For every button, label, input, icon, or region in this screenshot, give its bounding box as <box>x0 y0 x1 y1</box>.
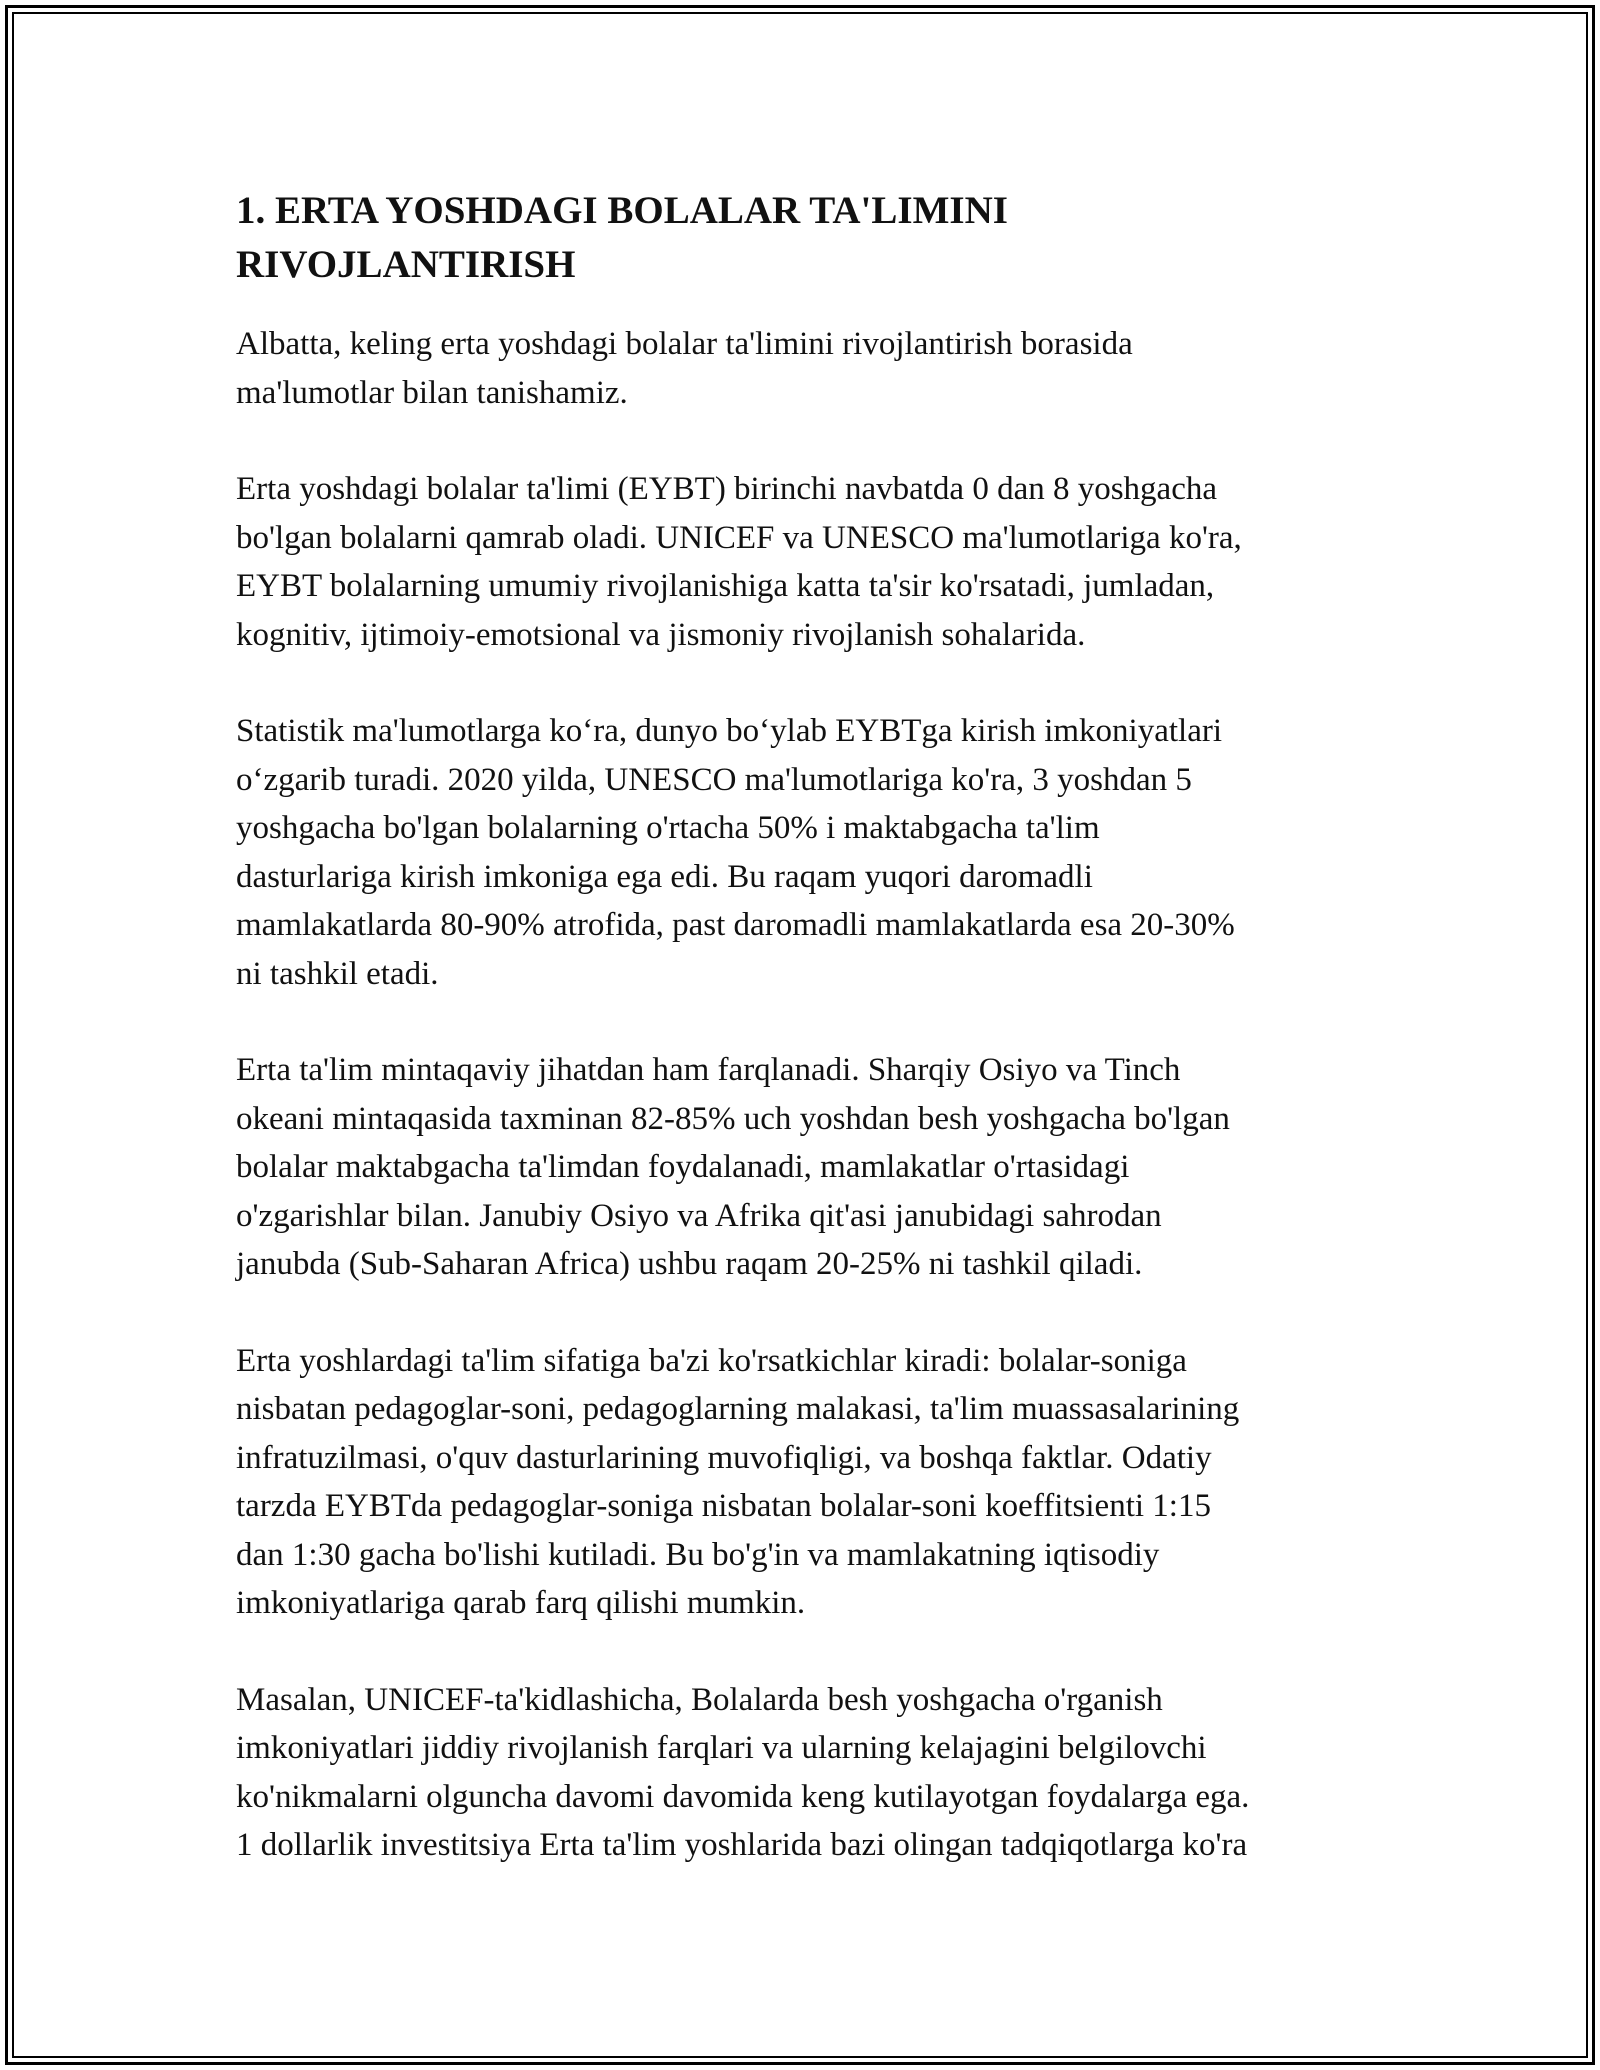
text-line: o'zgarishlar bilan. Janubiy Osiyo va Afrika qit'asi janubidagi sahrodan <box>236 1197 1162 1234</box>
text-line: o‘zgarib turadi. 2020 yilda, UNESCO ma'lumotlariga ko'ra, 3 yoshdan 5 <box>236 761 1192 798</box>
text-line: bolalar maktabgacha ta'limdan foydalanadi, mamlakatlar o'rtasidagi <box>236 1149 1130 1185</box>
text-line: dasturlariga kirish imkoniga ega edi. Bu raqam yuqori daromadli <box>236 858 1093 895</box>
document-body <box>236 184 1376 1870</box>
text-line: janubda (Sub-Saharan Africa) ushbu raqam 20-25% ni tashkil qiladi. <box>236 1246 1143 1282</box>
title-line: 1. ERTA YOSHDAGI BOLALAR TA'LIMINI <box>236 189 1008 232</box>
statistics-paragraph <box>236 707 1376 998</box>
text-line: ma'lumotlar bilan tanishamiz. <box>236 374 628 411</box>
text-line: EYBT bolalarning umumiy rivojlanishiga katta ta'sir ko'rsatadi, jumladan, <box>236 568 1215 604</box>
text-line: infratuzilmasi, o'quv dasturlarining muvofiqligi, va boshqa faktlar. Odatiy <box>236 1439 1212 1476</box>
regional-paragraph <box>236 1046 1376 1289</box>
text-line: 1 dollarlik investitsiya Erta ta'lim yoshlarida bazi olingan tadqiqotlarga ko'ra <box>236 1827 1248 1863</box>
text-line: Albatta, keling erta yoshdagi bolalar ta'limini rivojlantirish borasida <box>236 326 1133 362</box>
title-line: RIVOJLANTIRISH <box>236 243 576 286</box>
text-line: Erta yoshdagi bolalar ta'limi (EYBT) birinchi navbatda 0 dan 8 yoshgacha <box>236 471 1217 507</box>
text-line: bo'lgan bolalarni qamrab oladi. UNICEF va UNESCO ma'lumotlariga ko'ra, <box>236 519 1242 556</box>
text-line: Erta yoshlardagi ta'lim sifatiga ba'zi ko'rsatkichlar kiradi: bolalar-soniga <box>236 1342 1187 1379</box>
text-line: ni tashkil etadi. <box>236 955 439 992</box>
text-line: ko'nikmalarni olguncha davomi davomida keng kutilayotgan foydalarga ega. <box>236 1778 1250 1815</box>
example-paragraph <box>236 1676 1376 1870</box>
text-line: mamlakatlarda 80-90% atrofida, past daromadli mamlakatlarda esa 20-30% <box>236 907 1235 943</box>
text-line: Erta ta'lim mintaqaviy jihatdan ham farqlanadi. Sharqiy Osiyo va Tinch <box>236 1052 1181 1088</box>
text-line: tarzda EYBTda pedagoglar-soniga nisbatan bolalar-soni koeffitsienti 1:15 <box>236 1488 1211 1524</box>
quality-paragraph <box>236 1337 1376 1628</box>
text-line: okeani mintaqasida taxminan 82-85% uch yoshdan besh yoshgacha bo'lgan <box>236 1100 1230 1137</box>
text-line: kognitiv, ijtimoiy-emotsional va jismoniy rivojlanish sohalarida. <box>236 616 1086 653</box>
intro-paragraph <box>236 320 1376 417</box>
text-line: Masalan, UNICEF-ta'kidlashicha, Bolalarda besh yoshgacha o'rganish <box>236 1681 1163 1718</box>
text-line: imkoniyatlariga qarab farq qilishi mumkin. <box>236 1585 806 1621</box>
text-line: yoshgacha bo'lgan bolalarning o'rtacha 50% i maktabgacha ta'lim <box>236 810 1100 846</box>
text-line: imkoniyatlari jiddiy rivojlanish farqlari va ularning kelajagini belgilovchi <box>236 1730 1207 1766</box>
section-title <box>236 184 1376 292</box>
text-line: dan 1:30 gacha bo'lishi kutiladi. Bu bo'g'in va mamlakatning iqtisodiy <box>236 1536 1160 1573</box>
text-line: nisbatan pedagoglar-soni, pedagoglarning malakasi, ta'lim muassasalarining <box>236 1391 1240 1427</box>
definition-paragraph <box>236 465 1376 659</box>
text-line: Statistik ma'lumotlarga ko‘ra, dunyo bo‘ylab EYBTga kirish imkoniyatlari <box>236 713 1223 749</box>
